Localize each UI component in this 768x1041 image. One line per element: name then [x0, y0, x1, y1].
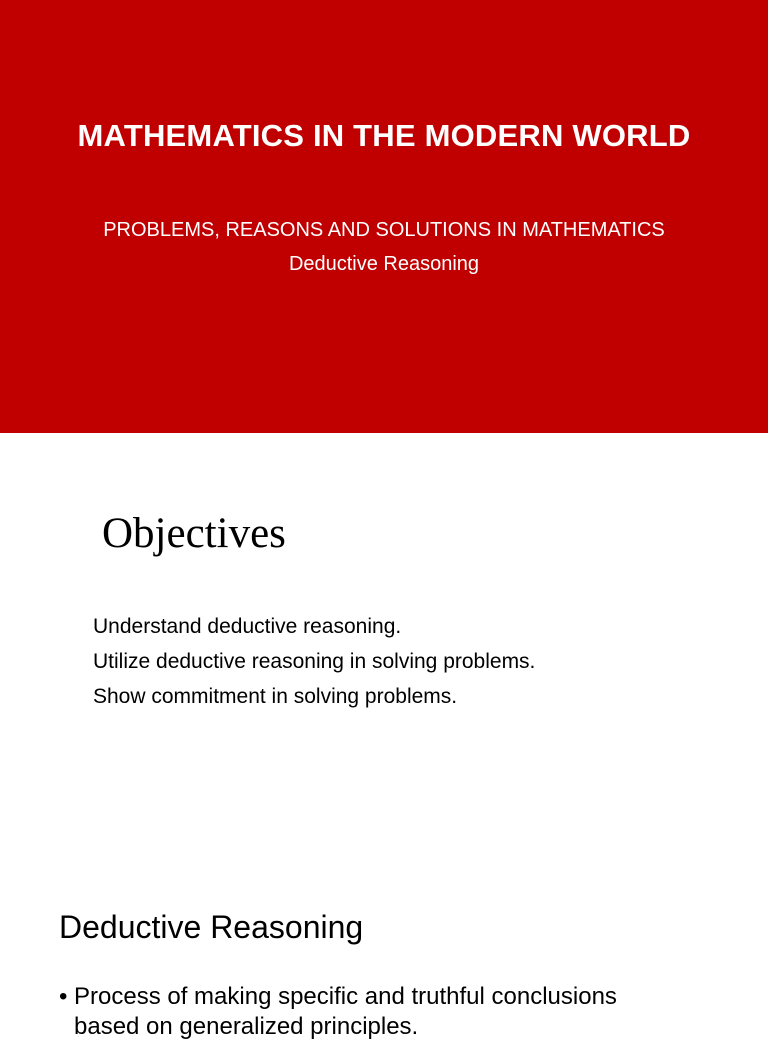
- objective-item: Show commitment in solving problems.: [93, 685, 458, 708]
- objective-item: Understand deductive reasoning.: [93, 615, 402, 638]
- objectives-heading: Objectives: [102, 510, 286, 557]
- title-slide: [0, 0, 768, 433]
- deductive-reasoning-slide: [0, 863, 768, 1040]
- bullet-text-line: Process of making specific and truthful conclusions: [74, 983, 617, 1010]
- bullet-text-line: based on generalized principles.: [74, 1013, 419, 1040]
- objectives-list: [93, 609, 535, 714]
- presentation-title: MATHEMATICS IN THE MODERN WORLD: [77, 118, 691, 153]
- objectives-slide: [0, 433, 768, 863]
- presentation-subtitle: PROBLEMS, REASONS AND SOLUTIONS IN MATHEMATICS: [103, 219, 665, 241]
- bullet-marker: •: [59, 983, 68, 1010]
- deductive-heading: Deductive Reasoning: [59, 909, 364, 945]
- objective-item: Utilize deductive reasoning in solving problems.: [93, 650, 536, 673]
- presentation-topic: Deductive Reasoning: [288, 253, 480, 275]
